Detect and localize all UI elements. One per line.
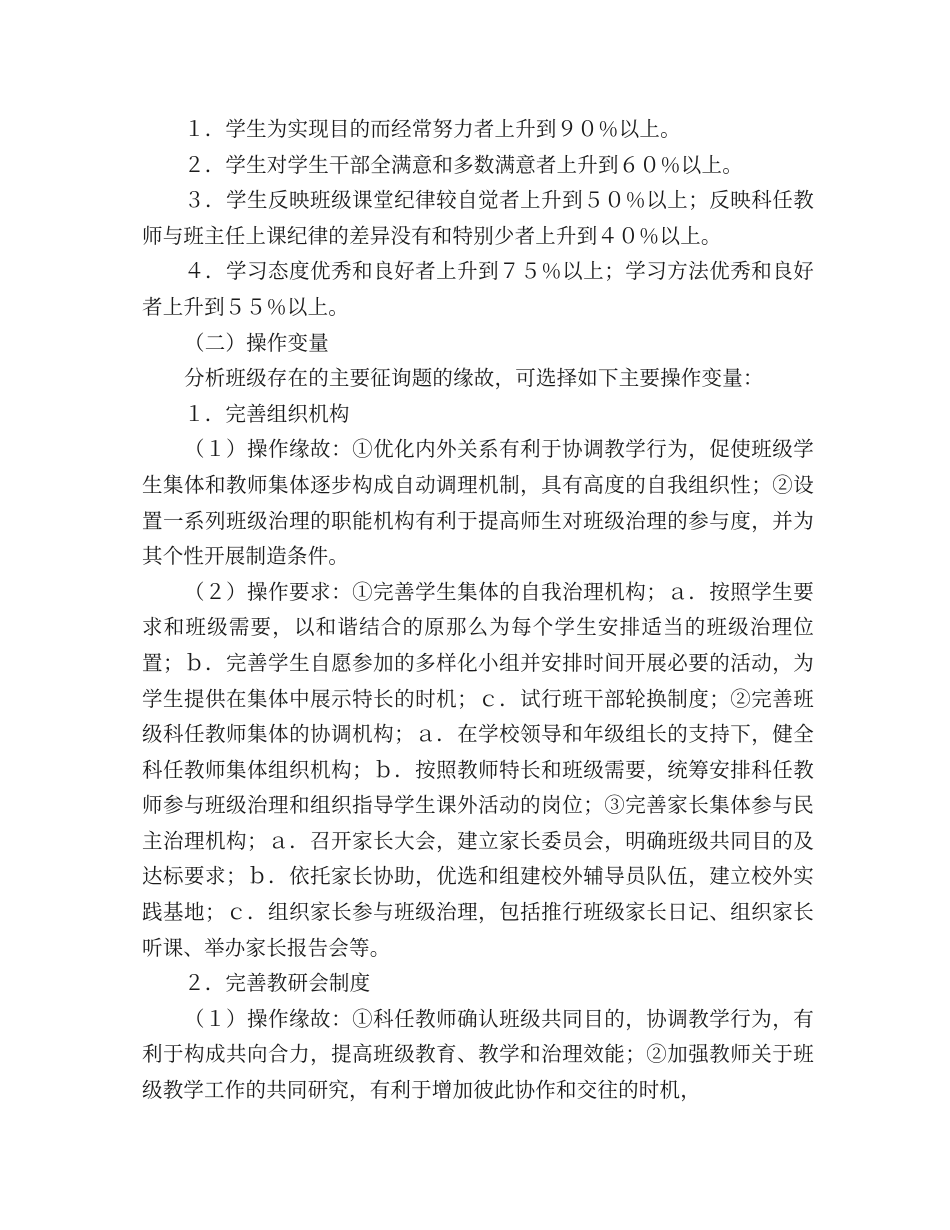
paragraph-operation-reason-1: （１）操作缘故：①优化内外关系有利于协调教学行为，促使班级学生集体和教师集体逐步构成自动调理机制，具有高度的自我组织性；②设置一系列班级治理的职能机构有利于提高师生对班级治理的参与度，并为其个性开展制造条件。 bbox=[142, 437, 814, 569]
paragraph-operation-requirements-1: （２）操作要求：①完善学生集体的自我治理机构；ａ．按照学生要求和班级需要，以和谐结合的原那么为每个学生安排适当的班级治理位置；ｂ．完善学生自愿参加的多样化小组并安排时间开展必要的活动，为学生提供在集体中展示特长的时机；ｃ．试行班干部轮换制度；②完善班级科任教师集体的协调机构；ａ．在学校领导和年级组长的支持下，健全科任教师集体组织机构；ｂ．按照教师特长和班级需要，统筹安排科任教师参与班级治理和组织指导学生课外活动的岗位；③完善家长集体参与民主治理机构；ａ．召开家长大会，建立家长委员会，明确班级共同目的及达标要求；ｂ．依托家长协助，优选和组建校外辅导员队伍，建立校外实践基地；ｃ．组织家长参与班级治理，包括推行班级家长日记、组织家长听课、举办家长报告会等。 bbox=[142, 579, 814, 960]
goal-item-2: ２．学生对学生干部全满意和多数满意者上升到６０％以上。 bbox=[184, 152, 743, 177]
intro-paragraph: 分析班级存在的主要征询题的缘故，可选择如下主要操作变量： bbox=[184, 366, 764, 391]
subheading-organization: １．完善组织机构 bbox=[184, 401, 350, 426]
subheading-teaching-research: ２．完善教研会制度 bbox=[184, 971, 371, 996]
goal-item-4: ４．学习态度优秀和良好者上升到７５％以上；学习方法优秀和良好者上升到５５％以上。 bbox=[142, 259, 814, 319]
paragraph-operation-reason-2: （１）操作缘故：①科任教师确认班级共同目的，协调教学行为，有利于构成共向合力，提高班级教育、教学和治理效能；②加强教师关于班级教学工作的共同研究，有利于增加彼此协作和交往的时机， bbox=[142, 1006, 814, 1103]
goal-item-3: ３．学生反映班级课堂纪律较自觉者上升到５０％以上；反映科任教师与班主任上课纪律的差异没有和特别少者上升到４０％以上。 bbox=[142, 188, 814, 248]
goal-item-1: １．学生为实现目的而经常努力者上升到９０％以上。 bbox=[184, 117, 681, 141]
document-page bbox=[142, 112, 814, 1109]
section-heading-operation-variables: （二）操作变量 bbox=[184, 330, 329, 355]
